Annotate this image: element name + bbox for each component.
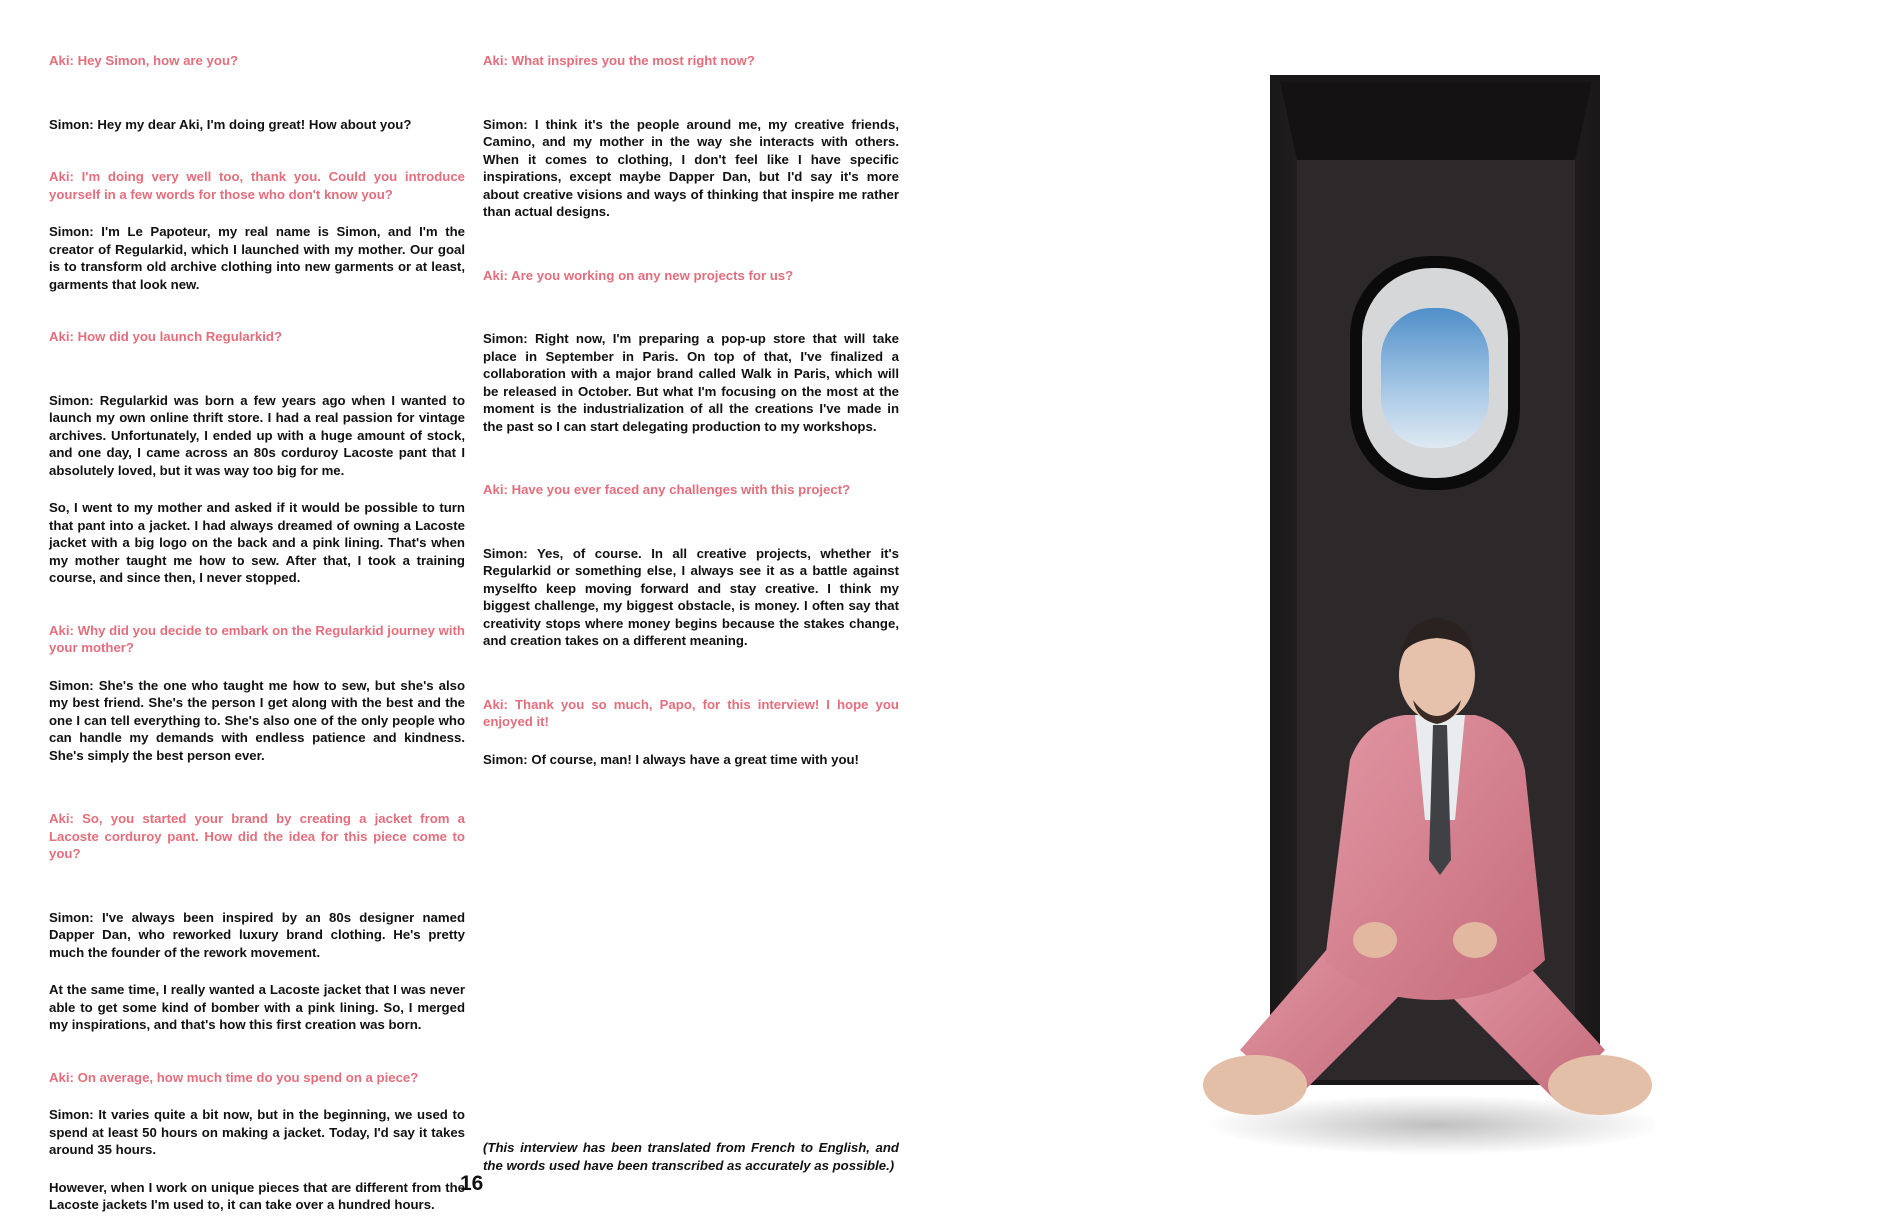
question: Aki: How did you launch Regularkid?: [49, 329, 282, 344]
question: Aki: Why did you decide to embark on the Regularkid journey with your mother?: [49, 622, 465, 655]
answer: Simon: She's the one who taught me how to sew, but she's also my best friend. She's the person I get along with the best and the one I can tell everything to. She's also one of the only people who can handle my demands with endless patience and kindness. She's simply the best person ever.: [49, 677, 465, 763]
question: Aki: So, you started your brand by creating a jacket from a Lacoste corduroy pant. How did the idea for this piece come to you?: [49, 811, 465, 861]
question: Aki: Have you ever faced any challenges with this project?: [483, 482, 851, 497]
answer: Simon: Of course, man! I always have a great time with you!: [483, 751, 859, 767]
question: Aki: Thank you so much, Papo, for this interview! I hope you enjoyed it!: [483, 696, 899, 729]
question: Aki: I'm doing very well too, thank you. Could you introduce yourself in a few words for those who don't know you?: [49, 169, 465, 202]
interview-column-right: [483, 52, 899, 768]
question: Aki: Hey Simon, how are you?: [49, 53, 239, 68]
answer: Simon: It varies quite a bit now, but in the beginning, we used to spend at least 50 hours on making a jacket. Today, I'd say it takes around 35 hours.: [49, 1107, 465, 1157]
answer: Simon: Yes, of course. In all creative projects, whether it's Regularkid or something else, I always see it as a battle against myselfto keep moving forward and stay creative. I think my biggest challenge, my biggest obstacle, is money. I often say that creativity stops where money begins because the stakes change, and creation takes on a different meaning.: [483, 545, 899, 648]
question: Aki: What inspires you the most right now?: [483, 53, 755, 68]
interview-column-left: [49, 52, 465, 1214]
question: Aki: Are you working on any new projects for us?: [483, 267, 794, 283]
airplane-window: [1350, 256, 1520, 490]
answer: Simon: Hey my dear Aki, I'm doing great! How about you?: [49, 116, 412, 132]
answer: Simon: Right now, I'm preparing a pop-up store that will take place in September in Paris. On top of that, I've finalized a collaboration with a major brand called Walk in Paris, which will be released in October. But what I'm focusing on the most at the moment is the industrialization of all the creations I've made in the past so I can start delegating production to my workshops.: [483, 331, 899, 434]
answer: Simon: I'm Le Papoteur, my real name is Simon, and I'm the creator of Regularkid, which I launched with my mother. Our goal is to transform old archive clothing into new garments or at least, garments that look new.: [49, 224, 465, 292]
answer: So, I went to my mother and asked if it would be possible to turn that pant into a jacket. I had always dreamed of owning a Lacoste jacket with a big logo on the back and a pink lining. That's when my mother taught me how to sew. After that, I took a training course, and since then, I never stopped.: [49, 500, 465, 585]
question: Aki: On average, how much time do you spend on a piece?: [49, 1069, 419, 1085]
page-number: 16: [460, 1172, 484, 1195]
answer: Simon: Regularkid was born a few years ago when I wanted to launch my own online thrift store. I had a real passion for vintage archives. Unfortunately, I ended up with a huge amount of stock, and one day, I came across an 80s corduroy Lacoste pant that I absolutely loved, but it was way too big for me.: [49, 392, 465, 478]
answer: Simon: I think it's the people around me, my creative friends, Camino, and my mother in the way she interacts with others. When it comes to clothing, I don't feel like I have specific inspirations, except maybe Dapper Dan, but I'd say it's more about creative visions and ways of thinking that inspire me rather than actual designs.: [483, 116, 899, 219]
translation-note: (This interview has been translated from French to English, and the words used have been transcribed as accurately as possible.): [483, 1140, 899, 1173]
answer: However, when I work on unique pieces that are different from the Lacoste jackets I'm used to, it can take over a hundred hours.: [49, 1179, 465, 1212]
answer: Simon: I've always been inspired by an 80s designer named Dapper Dan, who reworked luxury brand clothing. He's pretty much the founder of the rework movement.: [49, 909, 465, 960]
answer: At the same time, I really wanted a Lacoste jacket that I was never able to get some kind of bomber with a pink lining. So, I merged my inspirations, and that's how this first creation was born.: [49, 982, 465, 1032]
portrait-photo: [1175, 60, 1655, 1170]
